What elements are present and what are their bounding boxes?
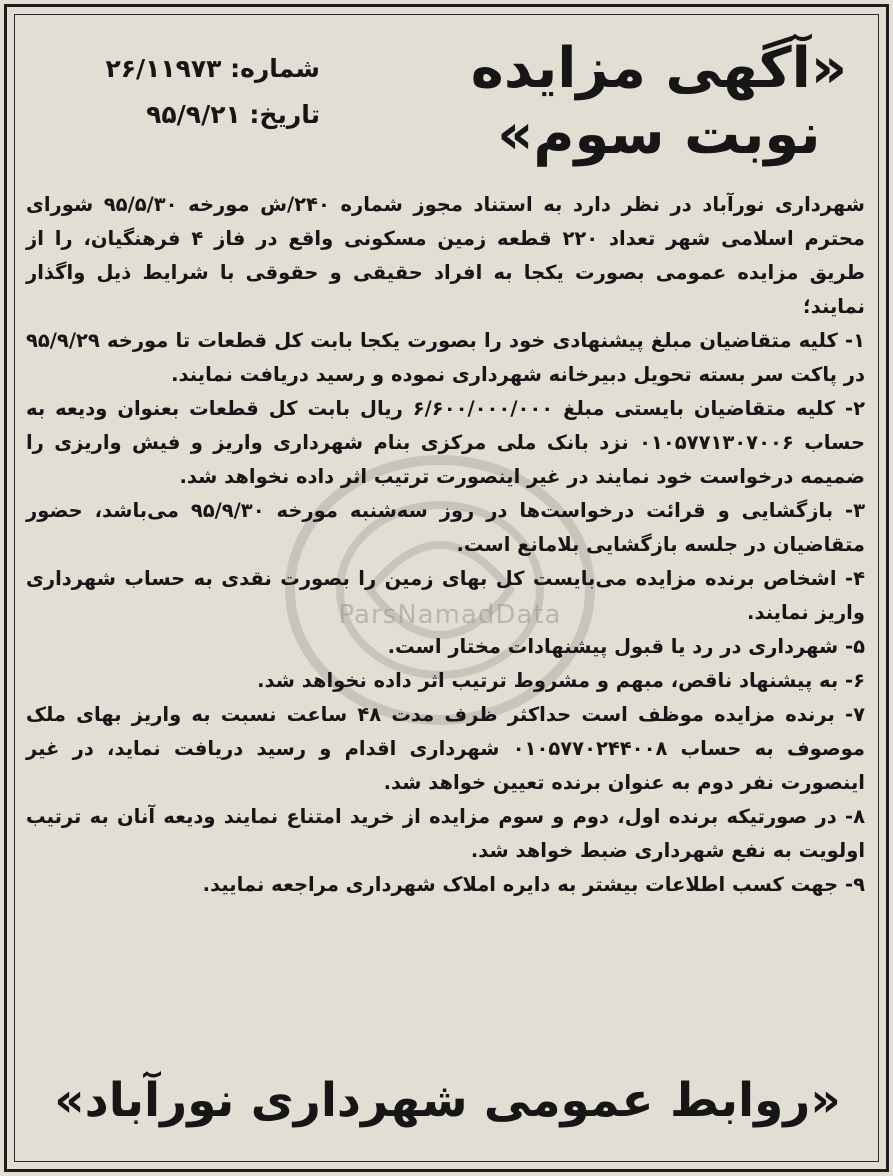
condition-item: ۹- جهت کسب اطلاعات بیشتر به دایره املاک شهرداری مراجعه نمایید. — [202, 873, 865, 896]
conditions-list — [26, 324, 865, 902]
title-line-1: «آگهی مزایده — [470, 36, 847, 101]
notice-number: شماره: ۲۶/۱۱۹۷۳ — [105, 54, 320, 83]
condition-item: ۵- شهرداری در رد یا قبول پیشنهادات مختار است. — [387, 635, 865, 658]
condition-item: ۳- بازگشایی و قرائت درخواست‌ها در روز سه‌شنبه مورخه ۹۵/۹/۳۰ می‌باشد، حضور متقاضیان در جلسه بازگشایی بلامانع است. — [26, 499, 865, 556]
notice-header — [26, 22, 869, 188]
notice-signature: «روابط عمومی شهرداری نورآباد» — [54, 1073, 841, 1128]
notice-intro: شهرداری نورآباد در نظر دارد به استناد مجوز شماره ۲۴۰/ش مورخه ۹۵/۵/۳۰ شورای محترم اسلامی شهر تعداد ۲۲۰ قطعه زمین مسکونی واقع در فاز ۴ فرهنگیان، را از طریق مزایده عمومی بصورت یکجا به افراد حقیقی و حقوقی با شرایط ذیل واگذار نمایند؛ — [26, 193, 865, 318]
notice-meta — [30, 46, 320, 138]
title-line-2: نوبت سوم» — [497, 102, 821, 167]
condition-item: ۲- کلیه متقاضیان بایستی مبلغ ۶/۶۰۰/۰۰۰/۰۰۰ ریال بابت کل قطعات بعنوان ودیعه به حساب ۰۱۰۵۷۷۱۳۰۷۰۰۶ نزد بانک ملی مرکزی بنام شهرداری واریز و فیش واریزی را ضمیمه درخواست خود نمایند در غیر اینصورت ترتیب اثر داده نخواهد شد. — [26, 397, 866, 488]
notice-date: تاریخ: ۹۵/۹/۲۱ — [146, 100, 320, 129]
condition-item: ۷- برنده مزایده موظف است حداکثر ظرف مدت ۴۸ ساعت نسبت به واریز بهای ملک موصوف به حساب ۰۱۰۵۷۷۰۲۴۴۰۰۸ شهرداری اقدام و رسید دریافت نماید، در غیر اینصورت نفر دوم به عنوان برنده تعیین خواهد شد. — [26, 703, 866, 794]
notice-title — [471, 36, 847, 168]
condition-item: ۶- به پیشنهاد ناقص، مبهم و مشروط ترتیب اثر داده نخواهد شد. — [257, 669, 865, 692]
notice-content — [26, 22, 869, 1156]
watermark-text: ParsNamadData — [338, 600, 562, 630]
condition-item: ۴- اشخاص برنده مزایده می‌بایست کل بهای زمین را بصورت نقدی به حساب شهرداری واریز نمایند. — [26, 567, 865, 624]
condition-item: ۸- در صورتیکه برنده اول، دوم و سوم مزایده از خرید امتناع نمایند ودیعه آنان به ترتیب اولویت به نفع شهرداری ضبط خواهد شد. — [26, 805, 865, 862]
condition-item: ۱- کلیه متقاضیان مبلغ پیشنهادی خود را بصورت یکجا بابت کل قطعات تا مورخه ۹۵/۹/۲۹ در پاکت سر بسته تحویل دبیرخانه شهرداری نموده و رسید دریافت نمایند. — [26, 329, 865, 386]
notice-body — [26, 188, 869, 902]
